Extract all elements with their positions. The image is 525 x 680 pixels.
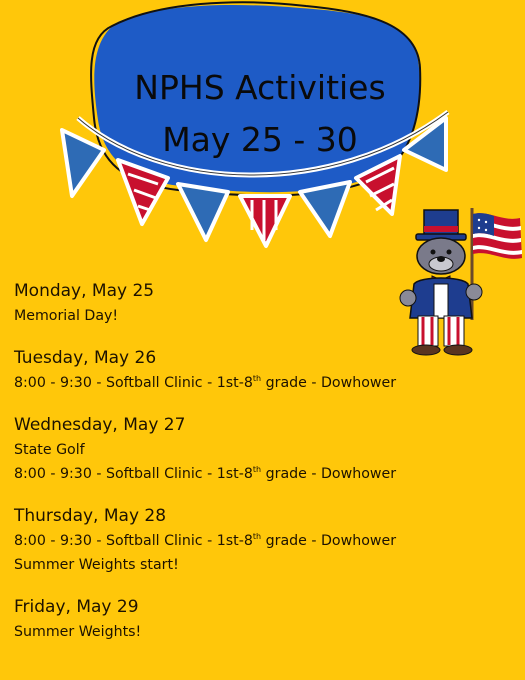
american-flag-icon bbox=[473, 213, 522, 259]
pennant-blue bbox=[178, 184, 228, 240]
page-title bbox=[60, 62, 460, 166]
day-tuesday bbox=[14, 345, 514, 395]
event-line: Summer Weights start! bbox=[14, 557, 179, 573]
day-heading: Wednesday, May 27 bbox=[14, 415, 186, 435]
schedule-list bbox=[14, 278, 514, 661]
day-wednesday bbox=[14, 412, 514, 486]
event-line: State Golf bbox=[14, 442, 85, 458]
event-line: Summer Weights! bbox=[14, 624, 142, 640]
pennant-blue bbox=[300, 182, 350, 236]
day-heading: Monday, May 25 bbox=[14, 281, 155, 301]
event-line: 8:00 - 9:30 - Softball Clinic - 1st-8th grade - Dowhower bbox=[14, 465, 397, 482]
day-heading: Tuesday, May 26 bbox=[14, 348, 157, 368]
day-heading: Thursday, May 28 bbox=[14, 506, 167, 526]
event-line: Memorial Day! bbox=[14, 308, 119, 324]
day-friday bbox=[14, 594, 514, 644]
title-line-1: NPHS Activities bbox=[134, 68, 386, 107]
event-line: 8:00 - 9:30 - Softball Clinic - 1st-8th grade - Dowhower bbox=[14, 532, 397, 549]
title-line-2: May 25 - 30 bbox=[162, 120, 358, 159]
day-heading: Friday, May 29 bbox=[14, 597, 139, 617]
day-monday bbox=[14, 278, 514, 328]
day-thursday bbox=[14, 503, 514, 577]
event-line: 8:00 - 9:30 - Softball Clinic - 1st-8th grade - Dowhower bbox=[14, 374, 397, 391]
